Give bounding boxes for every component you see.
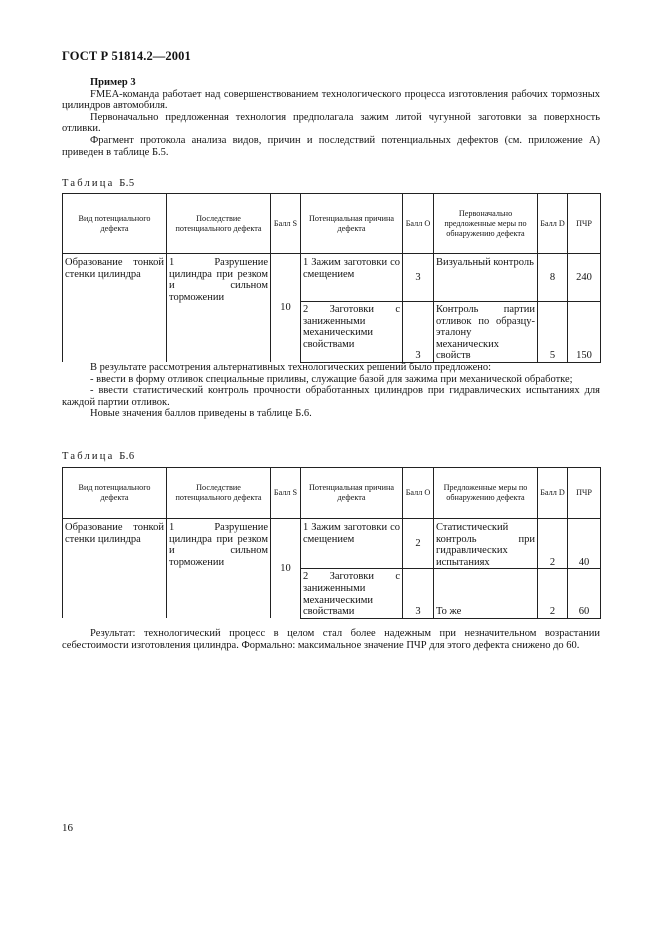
- table-b6-cause-1: 1 Зажим заготовки со смещением: [301, 519, 403, 569]
- table-b6-o-2: 3: [403, 569, 434, 618]
- table-b6-header-d: Балл D: [538, 468, 568, 519]
- table-b6-measure-2: То же: [434, 569, 538, 618]
- table-b6-rpn-1: 40: [568, 519, 601, 569]
- table-b6-o-1: 2: [403, 519, 434, 569]
- example-paragraph-1: FMEA-команда работает над совершенствованием технологического процесса изготовления рабочих тормозных цилиндров автомобиля.: [62, 88, 600, 112]
- table-b5-header-d: Балл D: [538, 194, 568, 254]
- table-b6-defect: Образование тонкой стенки цилиндра: [63, 519, 167, 619]
- result-block: [62, 628, 600, 651]
- example-paragraph-3: Фрагмент протокола анализа видов, причин и последствий потенциальных дефектов (см. приложение А) приведен в таблице Б.5.: [62, 134, 600, 158]
- table-b5-header-row: [63, 194, 601, 254]
- table-b6-caption-word: Таблица: [62, 451, 115, 462]
- table-b5-rpn-2: 150: [568, 302, 601, 363]
- table-b6-d-1: 2: [538, 519, 568, 569]
- table-b5-header-cause: Потенциальная причина дефекта: [301, 194, 403, 254]
- table-b5-header-effect: Последствие потенциального дефекта: [167, 194, 271, 254]
- example-block: [62, 77, 600, 158]
- table-b5-s-value: 10: [271, 254, 301, 363]
- table-b6: [62, 467, 601, 619]
- document-header: ГОСТ Р 51814.2—2001: [62, 49, 191, 63]
- table-b6-header-row: [63, 468, 601, 519]
- table-b6-header-measures: Предложенные меры по обнаружению дефекта: [434, 468, 538, 519]
- table-b6-header-rpn: ПЧР: [568, 468, 601, 519]
- result-paragraph: Результат: технологический процесс в целом стал более надежным при незначительном возрастании себестоимости изготовления цилиндра. Формально: максимальное значение ПЧР для этого дефекта снижено до 60.: [62, 628, 600, 651]
- table-b5-caption: [62, 178, 135, 189]
- table-b5-measure-1: Визуальный контроль: [434, 254, 538, 302]
- table-b5-o-2: 3: [403, 302, 434, 363]
- middle-block: [62, 362, 600, 420]
- middle-paragraph-4: Новые значения баллов приведены в таблице Б.6.: [90, 408, 312, 420]
- table-b5-caption-word: Таблица: [62, 178, 115, 189]
- table-b6-d-2: 2: [538, 569, 568, 618]
- middle-paragraph-1: В результате рассмотрения альтернативных технологических решений было предложено:: [90, 362, 492, 373]
- table-b6-measure-1: Статистический контроль при гидравлических испытаниях: [434, 519, 538, 569]
- example-heading: Пример 3: [90, 77, 136, 88]
- table-b5-header-o: Балл O: [403, 194, 434, 254]
- middle-paragraph-3: - ввести статистический контроль прочности обработанных цилиндров при гидравлических испытаниях для каждой партии отливок.: [62, 385, 600, 408]
- table-b6-s-value: 10: [271, 519, 301, 619]
- table-b6-caption: [62, 451, 135, 462]
- table-b5-header-defect: Вид потенциального дефекта: [63, 194, 167, 254]
- table-b5-o-1: 3: [403, 254, 434, 302]
- table-b5-caption-number: Б.5: [119, 178, 135, 189]
- table-b6-header-effect: Последствие потенциального дефекта: [167, 468, 271, 519]
- table-b6-cause-2: 2 Заготовки с заниженными механическими свойствами: [301, 569, 403, 618]
- table-b5-d-1: 8: [538, 254, 568, 302]
- table-row: [63, 254, 601, 302]
- table-b6-header-s: Балл S: [271, 468, 301, 519]
- table-b6-header-cause: Потенциальная причина дефекта: [301, 468, 403, 519]
- table-b5-header-measures: Первоначально предложенные меры по обнаружению дефекта: [434, 194, 538, 254]
- table-row: [63, 519, 601, 569]
- table-b5-rpn-1: 240: [568, 254, 601, 302]
- table-b5-effect: 1 Разрушение цилиндра при резком и сильном торможении: [167, 254, 271, 363]
- table-b5-header-s: Балл S: [271, 194, 301, 254]
- table-b5-cause-2: 2 Заготовки с заниженными механическими свойствами: [301, 302, 403, 363]
- table-b6-caption-number: Б.6: [119, 451, 135, 462]
- table-b5-header-rpn: ПЧР: [568, 194, 601, 254]
- table-b5-d-2: 5: [538, 302, 568, 363]
- middle-paragraph-2: - ввести в форму отливок специальные приливы, служащие базой для зажима при механической обработке;: [90, 373, 573, 385]
- page-number: 16: [62, 822, 73, 834]
- table-b5-measure-2: Контроль партии отливок по образцу-эталону механических свойств: [434, 302, 538, 363]
- table-b5-defect: Образование тонкой стенки цилиндра: [63, 254, 167, 363]
- example-paragraph-2: Первоначально предложенная технология предполагала зажим литой чугунной заготовки за поверхность отливки.: [62, 111, 600, 135]
- table-b5: [62, 193, 601, 363]
- table-b5-cause-1: 1 Зажим заготовки со смещением: [301, 254, 403, 302]
- table-b6-header-defect: Вид потенциального дефекта: [63, 468, 167, 519]
- table-b6-header-o: Балл O: [403, 468, 434, 519]
- table-b6-rpn-2: 60: [568, 569, 601, 618]
- table-b6-effect: 1 Разрушение цилиндра при резком и сильном торможении: [167, 519, 271, 619]
